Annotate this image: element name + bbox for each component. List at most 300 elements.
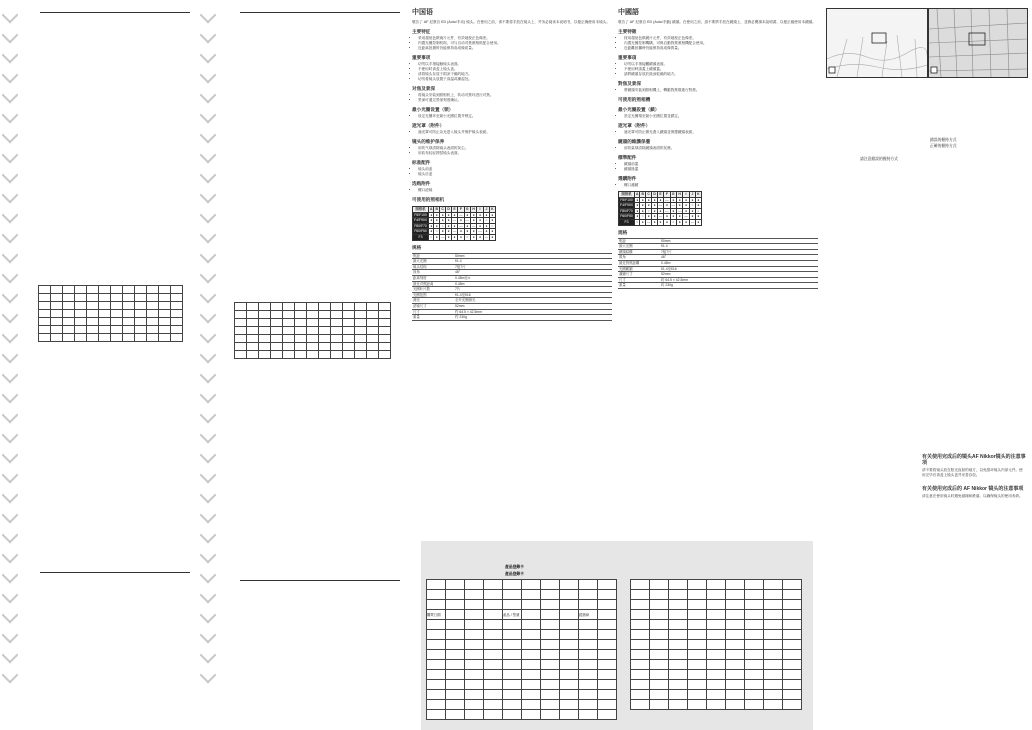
registration-cell[interactable] <box>726 650 745 660</box>
registration-cell[interactable] <box>465 650 484 660</box>
grid-cell <box>271 351 283 359</box>
registration-cell[interactable] <box>541 690 560 700</box>
registration-cell[interactable] <box>745 620 764 630</box>
registration-cell[interactable] <box>669 700 688 710</box>
compat-cell: ● <box>689 214 695 220</box>
registration-cell[interactable] <box>484 590 503 600</box>
registration-cell[interactable] <box>707 580 726 590</box>
registration-cell[interactable] <box>631 680 650 690</box>
registration-cell[interactable] <box>427 670 446 680</box>
registration-cell[interactable] <box>446 680 465 690</box>
registration-cell[interactable] <box>598 600 617 610</box>
registration-cell[interactable] <box>522 630 541 640</box>
registration-cell[interactable] <box>669 690 688 700</box>
registration-cell[interactable] <box>598 670 617 680</box>
section-title: 最小光圈设置（锁） <box>412 107 454 112</box>
grid-cell <box>135 286 147 294</box>
registration-cell[interactable] <box>541 710 560 720</box>
grid-cell <box>307 327 319 335</box>
registration-cell[interactable] <box>541 700 560 710</box>
registration-cell[interactable] <box>745 590 764 600</box>
spec-key: 测光 <box>412 298 454 304</box>
registration-cell[interactable] <box>446 710 465 720</box>
registration-cell[interactable] <box>579 670 598 680</box>
registration-cell[interactable] <box>598 660 617 670</box>
registration-cell[interactable] <box>783 660 802 670</box>
registration-cell[interactable] <box>631 580 650 590</box>
registration-cell[interactable] <box>427 620 446 630</box>
registration-cell[interactable] <box>598 590 617 600</box>
registration-cell[interactable] <box>427 690 446 700</box>
grid-cell <box>283 351 295 359</box>
registration-cell[interactable] <box>446 640 465 650</box>
registration-cell[interactable] <box>631 610 650 620</box>
registration-cell[interactable] <box>579 700 598 710</box>
registration-cell[interactable] <box>503 640 522 650</box>
registration-cell[interactable] <box>522 670 541 680</box>
registration-cell[interactable] <box>541 600 560 610</box>
registration-cell[interactable] <box>465 690 484 700</box>
registration-cell[interactable] <box>579 620 598 630</box>
registration-cell[interactable] <box>745 700 764 710</box>
registration-cell[interactable] <box>522 660 541 670</box>
registration-cell[interactable] <box>631 640 650 650</box>
registration-cell[interactable] <box>598 620 617 630</box>
chevron-icon <box>2 267 18 284</box>
registration-cell[interactable] <box>427 640 446 650</box>
registration-cell[interactable] <box>503 670 522 680</box>
registration-cell[interactable] <box>579 590 598 600</box>
registration-cell[interactable] <box>484 660 503 670</box>
compat-cell: ● <box>464 229 470 235</box>
registration-cell[interactable] <box>484 620 503 630</box>
registration-cell[interactable] <box>484 670 503 680</box>
registration-cell[interactable] <box>427 700 446 710</box>
registration-cell[interactable] <box>503 700 522 710</box>
grid-cell <box>63 334 75 342</box>
registration-cell[interactable] <box>726 660 745 670</box>
registration-cell[interactable] <box>688 600 707 610</box>
registration-cell[interactable] <box>745 630 764 640</box>
bottom-rule-2 <box>240 580 400 581</box>
registration-cell[interactable] <box>503 600 522 610</box>
chevron-icon <box>2 467 18 484</box>
registration-cell[interactable] <box>669 630 688 640</box>
registration-cell[interactable] <box>726 680 745 690</box>
registration-cell[interactable] <box>560 670 579 680</box>
registration-cell[interactable] <box>707 600 726 610</box>
registration-cell[interactable] <box>745 660 764 670</box>
compat-cell: ● <box>697 203 700 208</box>
registration-cell[interactable] <box>707 670 726 680</box>
registration-cell[interactable] <box>484 580 503 590</box>
registration-cell[interactable] <box>427 650 446 660</box>
registration-cell[interactable] <box>541 650 560 660</box>
registration-cell[interactable] <box>446 670 465 680</box>
registration-cell[interactable] <box>503 580 522 590</box>
registration-cell[interactable] <box>707 700 726 710</box>
registration-cell[interactable] <box>446 630 465 640</box>
registration-cell[interactable] <box>522 610 541 620</box>
registration-cell[interactable] <box>560 680 579 690</box>
registration-cell[interactable] <box>560 620 579 630</box>
registration-cell[interactable] <box>783 590 802 600</box>
registration-cell[interactable] <box>650 590 669 600</box>
registration-cell[interactable] <box>650 580 669 590</box>
registration-cell[interactable] <box>598 640 617 650</box>
registration-cell[interactable] <box>764 660 783 670</box>
registration-cell[interactable] <box>707 650 726 660</box>
registration-cell[interactable] <box>707 660 726 670</box>
registration-cell[interactable] <box>650 660 669 670</box>
registration-cell[interactable] <box>707 680 726 690</box>
registration-cell[interactable] <box>669 660 688 670</box>
compat-cell: ● <box>447 218 450 223</box>
registration-cell[interactable] <box>745 670 764 680</box>
registration-cell[interactable] <box>465 700 484 710</box>
registration-cell[interactable] <box>541 660 560 670</box>
compat-cell: ● <box>697 219 700 224</box>
registration-cell[interactable] <box>541 670 560 680</box>
grid-cell <box>259 327 271 335</box>
registration-cell[interactable] <box>707 630 726 640</box>
registration-cell[interactable] <box>688 690 707 700</box>
registration-cell[interactable] <box>669 650 688 660</box>
registration-cell[interactable] <box>446 660 465 670</box>
registration-cell[interactable] <box>503 710 522 720</box>
registration-cell[interactable] <box>446 620 465 630</box>
registration-cell[interactable] <box>726 610 745 620</box>
registration-cell[interactable] <box>598 610 617 620</box>
registration-cell[interactable] <box>707 620 726 630</box>
registration-cell[interactable] <box>465 610 484 620</box>
registration-cell[interactable] <box>726 690 745 700</box>
registration-cell[interactable] <box>446 650 465 660</box>
registration-cell[interactable] <box>650 680 669 690</box>
registration-cell[interactable] <box>446 690 465 700</box>
registration-cell[interactable] <box>598 700 617 710</box>
registration-cell[interactable] <box>541 610 560 620</box>
compat-cell: ● <box>641 208 644 213</box>
registration-cell[interactable] <box>783 640 802 650</box>
registration-cell[interactable] <box>688 680 707 690</box>
spec-value: 約 230g <box>660 283 818 289</box>
registration-cell[interactable] <box>707 610 726 620</box>
grid-cell <box>283 327 295 335</box>
registration-cell[interactable] <box>484 690 503 700</box>
compat-cell: — <box>646 219 651 224</box>
registration-cell[interactable] <box>541 620 560 630</box>
registration-cell[interactable] <box>446 610 465 620</box>
registration-cell[interactable] <box>522 620 541 630</box>
registration-cell[interactable] <box>465 640 484 650</box>
registration-cell[interactable] <box>427 710 446 720</box>
grid-cell <box>343 343 355 351</box>
registration-cell[interactable] <box>503 650 522 660</box>
registration-cell[interactable] <box>579 640 598 650</box>
registration-cell[interactable] <box>726 630 745 640</box>
compat-cell: ● <box>689 208 695 214</box>
registration-cell[interactable] <box>579 710 598 720</box>
registration-cell[interactable] <box>688 610 707 620</box>
registration-cell[interactable] <box>598 650 617 660</box>
registration-cell[interactable] <box>484 630 503 640</box>
registration-cell[interactable] <box>688 620 707 630</box>
registration-cell[interactable] <box>484 680 503 690</box>
registration-cell[interactable] <box>560 640 579 650</box>
registration-cell[interactable] <box>783 620 802 630</box>
registration-cell[interactable] <box>764 620 783 630</box>
registration-cell[interactable] <box>446 590 465 600</box>
registration-cell[interactable] <box>560 610 579 620</box>
registration-cell[interactable] <box>745 680 764 690</box>
registration-title-1: 產品登錄卡 <box>505 565 524 569</box>
registration-cell[interactable] <box>726 670 745 680</box>
registration-cell[interactable] <box>631 590 650 600</box>
registration-cell[interactable] <box>688 630 707 640</box>
notice-1-title: 有关使用完成后的镜头AF Nikkor镜头的注意事项 <box>922 454 1026 466</box>
registration-cell[interactable] <box>688 590 707 600</box>
registration-cell[interactable] <box>465 660 484 670</box>
registration-cell[interactable] <box>446 580 465 590</box>
grid-cell <box>111 294 123 302</box>
registration-cell[interactable] <box>503 660 522 670</box>
registration-cell[interactable] <box>427 630 446 640</box>
grid-cell <box>51 310 63 318</box>
registration-cell[interactable] <box>560 600 579 610</box>
registration-cell[interactable] <box>669 670 688 680</box>
grid-cell <box>123 294 135 302</box>
registration-cell[interactable] <box>560 700 579 710</box>
registration-cell[interactable] <box>522 600 541 610</box>
registration-cell[interactable] <box>764 600 783 610</box>
registration-cell[interactable] <box>783 650 802 660</box>
registration-cell[interactable] <box>427 660 446 670</box>
registration-cell[interactable] <box>631 660 650 670</box>
registration-cell[interactable] <box>631 620 650 630</box>
registration-cell[interactable] <box>650 630 669 640</box>
registration-cell[interactable] <box>465 590 484 600</box>
registration-cell[interactable] <box>688 700 707 710</box>
registration-cell[interactable] <box>522 650 541 660</box>
registration-cell[interactable] <box>707 690 726 700</box>
registration-cell[interactable] <box>726 590 745 600</box>
registration-cell[interactable] <box>631 600 650 610</box>
registration-cell[interactable] <box>783 690 802 700</box>
registration-cell[interactable] <box>522 590 541 600</box>
registration-cell[interactable] <box>783 700 802 710</box>
registration-cell[interactable] <box>650 700 669 710</box>
registration-cell[interactable] <box>745 640 764 650</box>
registration-cell[interactable]: 經銷商 <box>579 610 598 620</box>
registration-cell[interactable] <box>522 680 541 690</box>
registration-cell[interactable] <box>764 630 783 640</box>
registration-cell[interactable] <box>503 620 522 630</box>
registration-cell[interactable] <box>764 590 783 600</box>
registration-cell[interactable] <box>650 610 669 620</box>
registration-cell[interactable] <box>522 640 541 650</box>
registration-cell[interactable] <box>726 700 745 710</box>
compat-cell: ● <box>676 197 682 203</box>
registration-cell[interactable] <box>783 630 802 640</box>
registration-cell[interactable] <box>650 650 669 660</box>
registration-cell[interactable] <box>688 650 707 660</box>
registration-cell[interactable] <box>783 580 802 590</box>
registration-cell[interactable] <box>598 630 617 640</box>
registration-cell[interactable] <box>503 680 522 690</box>
registration-cell[interactable] <box>650 620 669 630</box>
registration-cell[interactable] <box>764 680 783 690</box>
registration-cell[interactable] <box>726 620 745 630</box>
registration-cell[interactable] <box>650 600 669 610</box>
registration-cell[interactable] <box>726 580 745 590</box>
registration-cell[interactable] <box>783 680 802 690</box>
registration-cell[interactable] <box>560 660 579 670</box>
registration-cell[interactable] <box>465 710 484 720</box>
registration-cell[interactable] <box>427 590 446 600</box>
registration-cell[interactable] <box>598 580 617 590</box>
registration-cell[interactable] <box>650 690 669 700</box>
registration-cell[interactable] <box>669 580 688 590</box>
registration-cell[interactable] <box>688 640 707 650</box>
registration-cell[interactable] <box>726 600 745 610</box>
chevron-icon <box>2 427 18 444</box>
registration-cell[interactable] <box>745 580 764 590</box>
registration-cell[interactable] <box>764 690 783 700</box>
registration-cell[interactable] <box>783 610 802 620</box>
grid-cell <box>343 311 355 319</box>
registration-cell[interactable] <box>764 670 783 680</box>
chevron-icon <box>2 567 18 584</box>
registration-cell[interactable] <box>465 620 484 630</box>
registration-cell[interactable] <box>503 590 522 600</box>
registration-cell[interactable] <box>631 650 650 660</box>
registration-cell[interactable] <box>522 690 541 700</box>
registration-cell[interactable] <box>598 680 617 690</box>
registration-cell[interactable] <box>503 690 522 700</box>
registration-cell[interactable] <box>579 650 598 660</box>
registration-cell[interactable] <box>541 640 560 650</box>
compat-cell: ● <box>451 212 457 218</box>
compat-cell: ● <box>435 218 438 223</box>
registration-cell[interactable] <box>484 610 503 620</box>
registration-cell[interactable] <box>745 650 764 660</box>
registration-cell[interactable] <box>669 680 688 690</box>
registration-cell[interactable] <box>446 600 465 610</box>
registration-cell[interactable] <box>560 650 579 660</box>
registration-cell[interactable] <box>726 640 745 650</box>
registration-cell[interactable] <box>688 660 707 670</box>
registration-cell[interactable] <box>465 600 484 610</box>
registration-cell[interactable] <box>503 630 522 640</box>
registration-cell[interactable] <box>579 600 598 610</box>
registration-cell[interactable] <box>579 580 598 590</box>
registration-cell[interactable] <box>560 690 579 700</box>
registration-cell[interactable] <box>465 580 484 590</box>
registration-cell[interactable] <box>631 700 650 710</box>
registration-cell[interactable] <box>465 680 484 690</box>
registration-cell[interactable] <box>669 600 688 610</box>
registration-cell[interactable] <box>783 670 802 680</box>
grid-cell <box>87 326 99 334</box>
registration-cell[interactable] <box>522 710 541 720</box>
spec-value: f/1.4至f/16 <box>660 266 818 272</box>
registration-cell[interactable] <box>745 600 764 610</box>
registration-cell[interactable] <box>688 580 707 590</box>
registration-cell[interactable] <box>522 700 541 710</box>
registration-cell[interactable] <box>484 640 503 650</box>
registration-cell[interactable] <box>745 690 764 700</box>
chevron-icon <box>200 527 216 544</box>
registration-cell[interactable] <box>560 590 579 600</box>
grid-cell <box>235 343 247 351</box>
registration-cell[interactable] <box>427 580 446 590</box>
registration-cell[interactable] <box>465 670 484 680</box>
compat-cell: ○ <box>645 208 651 214</box>
registration-cell[interactable] <box>484 710 503 720</box>
registration-cell[interactable] <box>631 690 650 700</box>
compat-cell: ● <box>491 218 494 223</box>
registration-cell[interactable] <box>669 590 688 600</box>
registration-cell[interactable] <box>541 580 560 590</box>
registration-cell[interactable] <box>484 700 503 710</box>
registration-cell[interactable] <box>764 610 783 620</box>
registration-cell[interactable] <box>427 680 446 690</box>
registration-cell[interactable] <box>541 590 560 600</box>
registration-cell[interactable]: 購買日期 <box>427 610 446 620</box>
registration-cell[interactable] <box>484 600 503 610</box>
registration-cell[interactable] <box>522 580 541 590</box>
registration-cell[interactable] <box>783 600 802 610</box>
registration-cell[interactable] <box>764 700 783 710</box>
registration-cell[interactable] <box>631 630 650 640</box>
registration-cell[interactable] <box>484 650 503 660</box>
registration-cell[interactable] <box>579 690 598 700</box>
registration-cell[interactable] <box>669 640 688 650</box>
registration-cell[interactable] <box>650 640 669 650</box>
registration-cell[interactable] <box>598 710 617 720</box>
registration-cell[interactable] <box>745 610 764 620</box>
section-item: • 近距離拍攝時仍能保持高成像質量。 <box>624 46 818 51</box>
registration-cell[interactable] <box>579 680 598 690</box>
registration-cell[interactable] <box>669 610 688 620</box>
registration-cell[interactable] <box>707 640 726 650</box>
registration-cell[interactable] <box>650 670 669 680</box>
registration-cell[interactable] <box>465 630 484 640</box>
registration-cell[interactable]: 產品 / 型號 <box>503 610 522 620</box>
registration-cell[interactable] <box>560 710 579 720</box>
registration-cell[interactable] <box>579 630 598 640</box>
registration-cell[interactable] <box>688 670 707 680</box>
grid-cell <box>247 327 259 335</box>
registration-cell[interactable] <box>764 580 783 590</box>
registration-cell[interactable] <box>669 620 688 630</box>
registration-cell[interactable] <box>579 660 598 670</box>
registration-cell[interactable] <box>446 700 465 710</box>
registration-cell[interactable] <box>560 580 579 590</box>
registration-cell[interactable] <box>764 650 783 660</box>
registration-cell[interactable] <box>631 670 650 680</box>
registration-cell[interactable] <box>541 680 560 690</box>
registration-cell[interactable] <box>764 640 783 650</box>
compat-cell: ● <box>470 229 476 235</box>
registration-cell[interactable] <box>427 600 446 610</box>
registration-cell[interactable] <box>560 630 579 640</box>
grid-cell <box>295 351 307 359</box>
registration-cell[interactable] <box>541 630 560 640</box>
registration-cell[interactable] <box>707 590 726 600</box>
registration-cell[interactable] <box>598 690 617 700</box>
